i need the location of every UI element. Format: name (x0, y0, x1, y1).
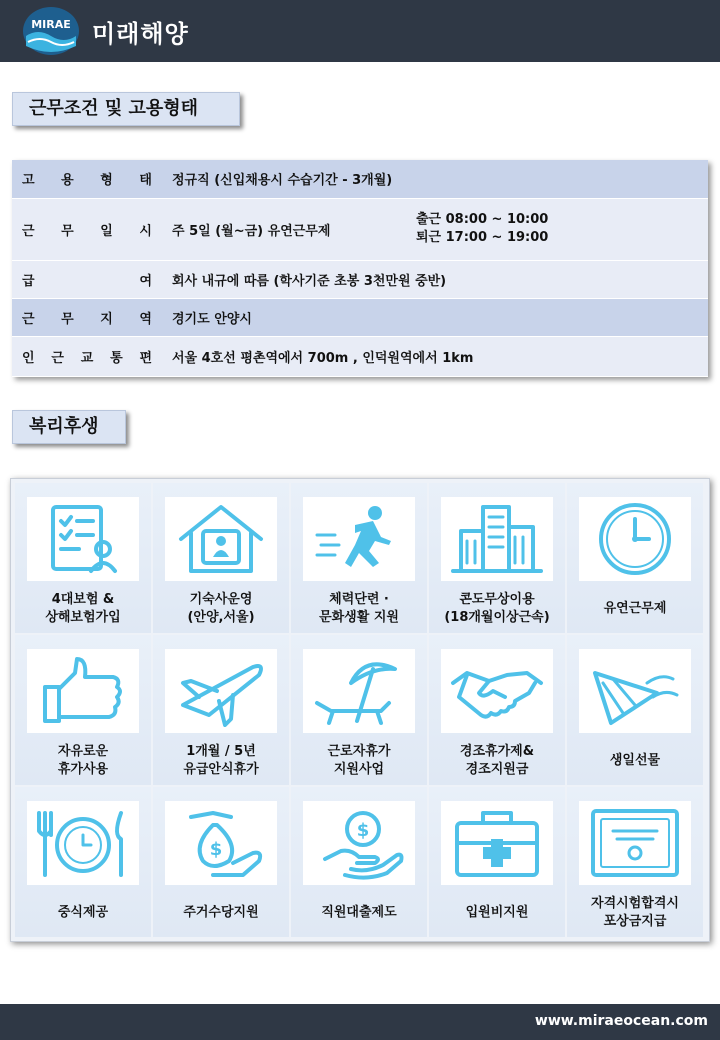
benefit-label: 자유로운 휴가사용 (57, 744, 109, 777)
benefit-label: 직원대출제도 (321, 905, 397, 920)
benefit-label: 자격시험합격시 포상금지급 (591, 896, 679, 929)
benefits-grid (15, 483, 703, 937)
table-row-location (12, 298, 708, 336)
benefit-item (153, 635, 289, 785)
meal-plate-icon (35, 805, 131, 881)
location-value: 경기도 안양시 (162, 298, 708, 336)
benefit-label: 체력단련 · 문화생활 지원 (319, 592, 399, 625)
building-icon (449, 501, 545, 577)
house-person-icon (173, 501, 269, 577)
work-days-label: 근 무 일 시 (22, 223, 152, 239)
salary-value: 회사 내규에 따름 (학사기준 초봉 3천만원 중반) (162, 260, 708, 298)
time-out: 퇴근 17:00 ~ 19:00 (416, 230, 549, 245)
benefit-item (15, 483, 151, 633)
benefit-item (291, 787, 427, 937)
work-days-value: 주 5일 (월~금) 유연근무제 (162, 198, 406, 260)
mirae-logo (22, 6, 80, 56)
benefit-label: 중식제공 (57, 905, 109, 920)
gift-icon (587, 653, 683, 729)
benefit-label: 근로자휴가 지원사업 (327, 744, 391, 777)
benefit-label: 기숙사운영 (안양,서울) (187, 592, 255, 625)
benefit-label: 4대보험 & 상해보험가입 (45, 592, 121, 625)
benefit-item (567, 635, 703, 785)
header-bar (0, 0, 720, 62)
handshake-icon (449, 653, 545, 729)
benefit-item (291, 483, 427, 633)
conditions-table (12, 160, 708, 377)
employment-value: 정규직 (신입채용시 수습기간 - 3개월) (162, 160, 708, 198)
logo-text: MIRAE (31, 18, 71, 31)
running-person-icon (311, 501, 407, 577)
benefit-item (153, 483, 289, 633)
location-label: 근 무 지 역 (22, 311, 152, 327)
benefits-panel (10, 478, 710, 942)
section-title-conditions: 근무조건 및 고용형태 (12, 92, 240, 126)
benefit-label: 1개월 / 5년 유급안식휴가 (183, 744, 259, 777)
benefit-item (15, 787, 151, 937)
salary-label: 급 여 (22, 273, 152, 289)
benefit-label: 생일선물 (609, 753, 661, 768)
transport-value: 서울 4호선 평촌역에서 700m , 인덕원역에서 1km (162, 336, 708, 376)
benefit-label: 입원비지원 (465, 905, 529, 920)
certificate-icon (587, 805, 683, 881)
employment-label: 고 용 형 태 (22, 173, 152, 189)
document-person-icon (35, 501, 131, 577)
money-bag-hand-icon (173, 805, 269, 881)
thumbs-up-icon (35, 653, 131, 729)
table-row-transport (12, 336, 708, 376)
table-row-employment (12, 160, 708, 198)
table-row-salary (12, 260, 708, 298)
benefit-label: 유연근무제 (603, 601, 667, 616)
clock-icon (587, 501, 683, 577)
benefit-item (567, 483, 703, 633)
medical-kit-icon (449, 805, 545, 881)
benefit-item (567, 787, 703, 937)
benefit-label: 주거수당지원 (183, 905, 259, 920)
coin-hand-icon (311, 805, 407, 881)
section-title-benefits: 복리후생 (12, 410, 126, 444)
svg-text:$: $ (356, 820, 370, 841)
work-hours (406, 198, 708, 260)
beach-umbrella-icon (311, 653, 407, 729)
benefit-item (429, 787, 565, 937)
benefit-item (15, 635, 151, 785)
benefit-label: 콘도무상이용 (18개월이상근속) (444, 592, 550, 625)
time-in: 출근 08:00 ~ 10:00 (416, 212, 549, 227)
benefit-item (291, 635, 427, 785)
table-row-work-days (12, 198, 708, 260)
footer-bar (0, 1004, 720, 1040)
company-name: 미래해양 (92, 20, 189, 48)
transport-label: 인 근 교 통 편 (22, 350, 152, 366)
benefit-item (153, 787, 289, 937)
airplane-icon (173, 653, 269, 729)
benefit-item (429, 635, 565, 785)
svg-text:$: $ (209, 839, 223, 860)
website-link[interactable]: www.miraeocean.com (534, 1013, 708, 1029)
benefit-item (429, 483, 565, 633)
benefit-label: 경조휴가제& 경조지원금 (459, 744, 535, 777)
